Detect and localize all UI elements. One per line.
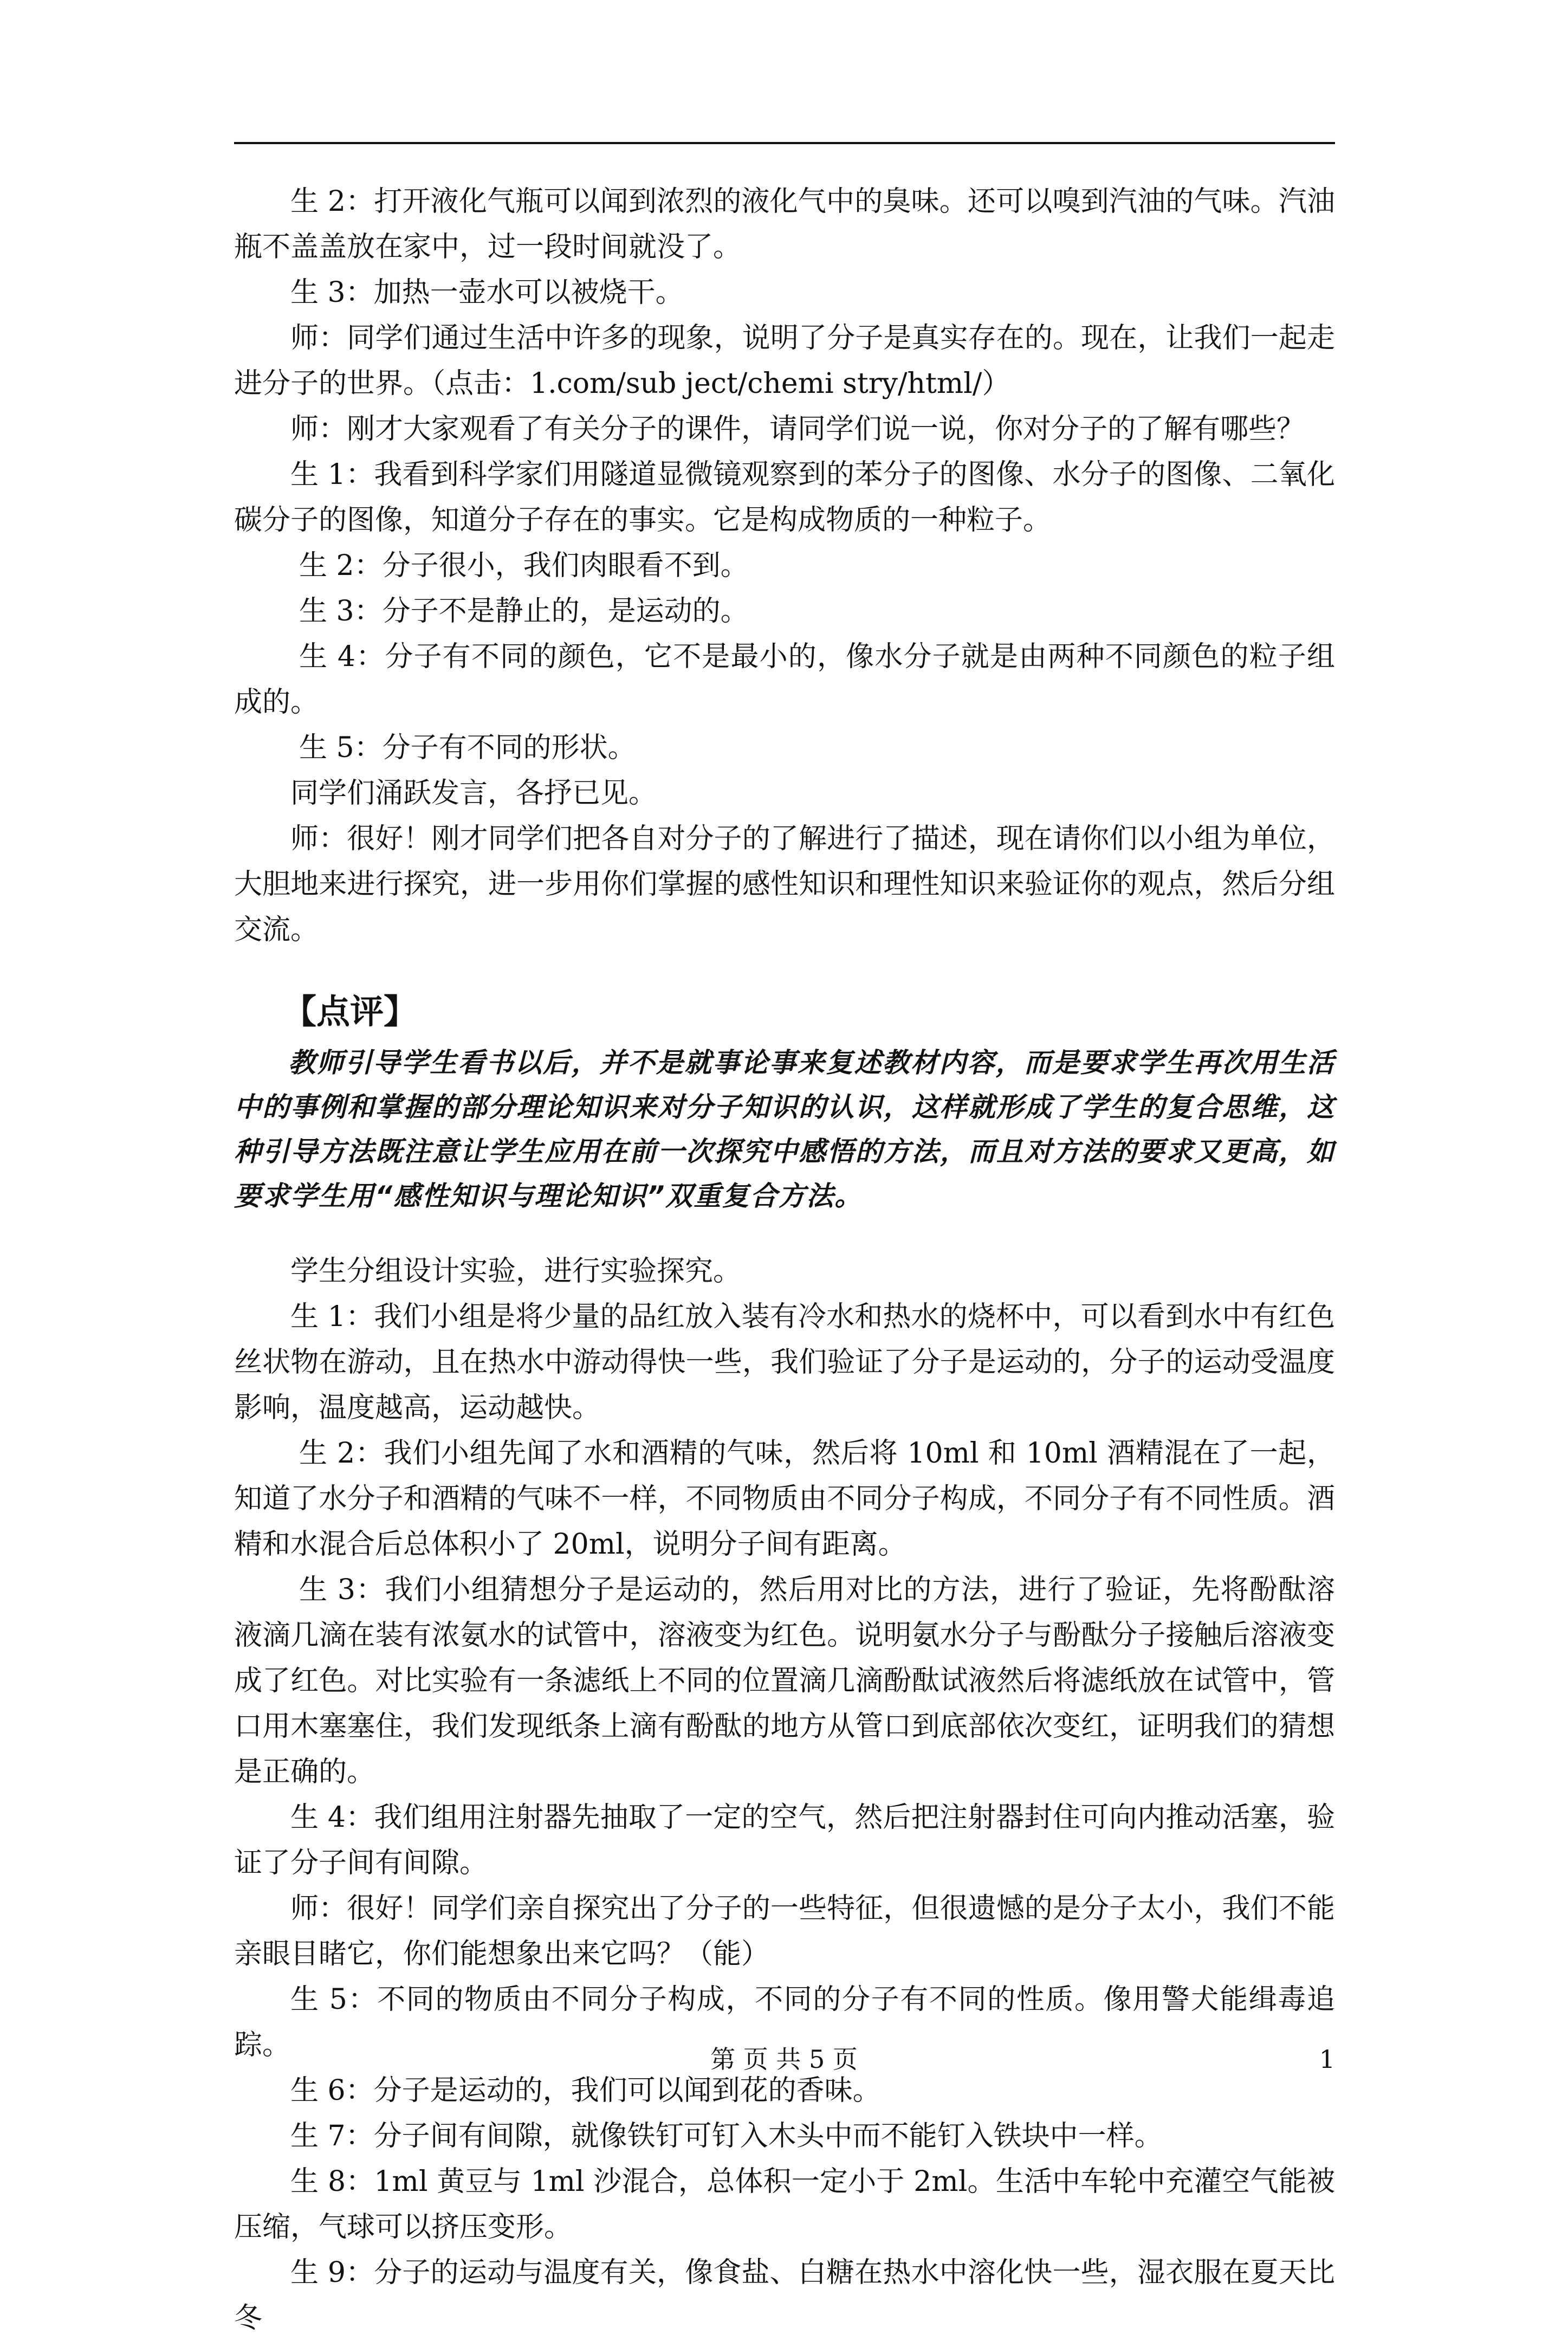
paragraph: 师：同学们通过生活中许多的现象，说明了分子是真实存在的。现在，让我们一起走进分子的世界。（点击：1.com/sub ject/chemi stry/html/） — [234, 322, 1335, 400]
paragraph: 生 4：分子有不同的颜色，它不是最小的，像水分子就是由两种不同颜色的粒子组成的。 — [234, 641, 1335, 719]
paragraph: 生 1：我看到科学家们用隧道显微镜观察到的苯分子的图像、水分子的图像、二氧化碳分子的图像，知道分子存在的事实。它是构成物质的一种粒子。 — [234, 458, 1335, 536]
paragraph: 师：很好！同学们亲自探究出了分子的一些特征，但很遗憾的是分子太小，我们不能亲眼目睹它，你们能想象出来它吗？（能） — [234, 1892, 1335, 1970]
paragraph: 学生分组设计实验，进行实验探究。 — [290, 1255, 742, 1288]
page-content — [234, 179, 1335, 2341]
paragraph: 生 5：不同的物质由不同分子构成，不同的分子有不同的性质。像用警犬能缉毒追踪。 — [234, 1983, 1335, 2061]
paragraph: 生 3：我们小组猜想分子是运动的，然后用对比的方法，进行了验证，先将酚酞溶液滴几滴在装有浓氨水的试管中，溶液变为红色。说明氨水分子与酚酞分子接触后溶液变成了红色。对比实验有一条滤纸上不同的位置滴几滴酚酞试液然后将滤纸放在试管中，管口用木塞塞住，我们发现纸条上滴有酚酞的地方从管口到底部依次变红，证明我们的猜想是正确的。 — [234, 1574, 1335, 1788]
review-heading: 【点评】 — [283, 992, 418, 1031]
paragraph: 师：刚才大家观看了有关分子的课件，请同学们说一说，你对分子的了解有哪些？ — [290, 413, 1305, 445]
paragraph: 生 6：分子是运动的，我们可以闻到花的香味。 — [290, 2074, 881, 2107]
paragraph: 生 2：分子很小，我们肉眼看不到。 — [299, 549, 749, 582]
paragraph: 生 7：分子间有间隙，就像铁钉可钉入木头中而不能钉入铁块中一样。 — [290, 2120, 1163, 2152]
paragraph: 生 4：我们组用注射器先抽取了一定的空气，然后把注射器封住可向内推动活塞，验证了分子间有间隙。 — [234, 1801, 1335, 1879]
paragraph: 生 1：我们小组是将少量的品红放入装有冷水和热水的烧杯中，可以看到水中有红色丝状物在游动，且在热水中游动得快一些，我们验证了分子是运动的，分子的运动受温度影响，温度越高，运动越快。 — [234, 1301, 1335, 1424]
paragraph: 生 3：分子不是静止的，是运动的。 — [299, 595, 749, 628]
paragraph: 生 3：加热一壶水可以被烧干。 — [290, 276, 684, 309]
header-rule — [234, 142, 1335, 144]
footer-page-label: 第 页 共 5 页 — [710, 2045, 858, 2074]
paragraph: 生 5：分子有不同的形状。 — [299, 732, 636, 764]
paragraph: 生 9：分子的运动与温度有关，像食盐、白糖在热水中溶化快一些，湿衣服在夏天比冬 — [234, 2256, 1335, 2334]
paragraph: 师：很好！刚才同学们把各自对分子的了解进行了描述，现在请你们以小组为单位，大胆地来进行探究，进一步用你们掌握的感性知识和理性知识来验证你的观点，然后分组交流。 — [234, 823, 1335, 946]
paragraph: 生 2：我们小组先闻了水和酒精的气味，然后将 10ml 和 10ml 酒精混在了一起，知道了水分子和酒精的气味不一样，不同物质由不同分子构成，不同分子有不同性质。酒精和水混合后总体积小了 20ml，说明分子间有距离。 — [234, 1437, 1335, 1561]
review-text: 教师引导学生看书以后，并不是就事论事来复述教材内容，而是要求学生再次用生活中的事例和掌握的部分理论知识来对分子知识的认识，这样就形成了学生的复合思维，这种引导方法既注意让学生应用在前一次探究中感悟的方法，而且对方法的要求又更高，如要求学生用“感性知识与理论知识”双重复合方法。 — [234, 1047, 1335, 1212]
footer-page-number: 1 — [1319, 2045, 1335, 2074]
paragraph: 生 2：打开液化气瓶可以闻到浓烈的液化气中的臭味。还可以嗅到汽油的气味。汽油瓶不盖盖放在家中，过一段时间就没了。 — [234, 185, 1335, 263]
paragraph: 同学们涌跃发言，各抒已见。 — [290, 777, 657, 810]
paragraph: 生 8：1ml 黄豆与 1ml 沙混合，总体积一定小于 2ml。生活中车轮中充灌空气能被压缩，气球可以挤压变形。 — [234, 2165, 1335, 2243]
